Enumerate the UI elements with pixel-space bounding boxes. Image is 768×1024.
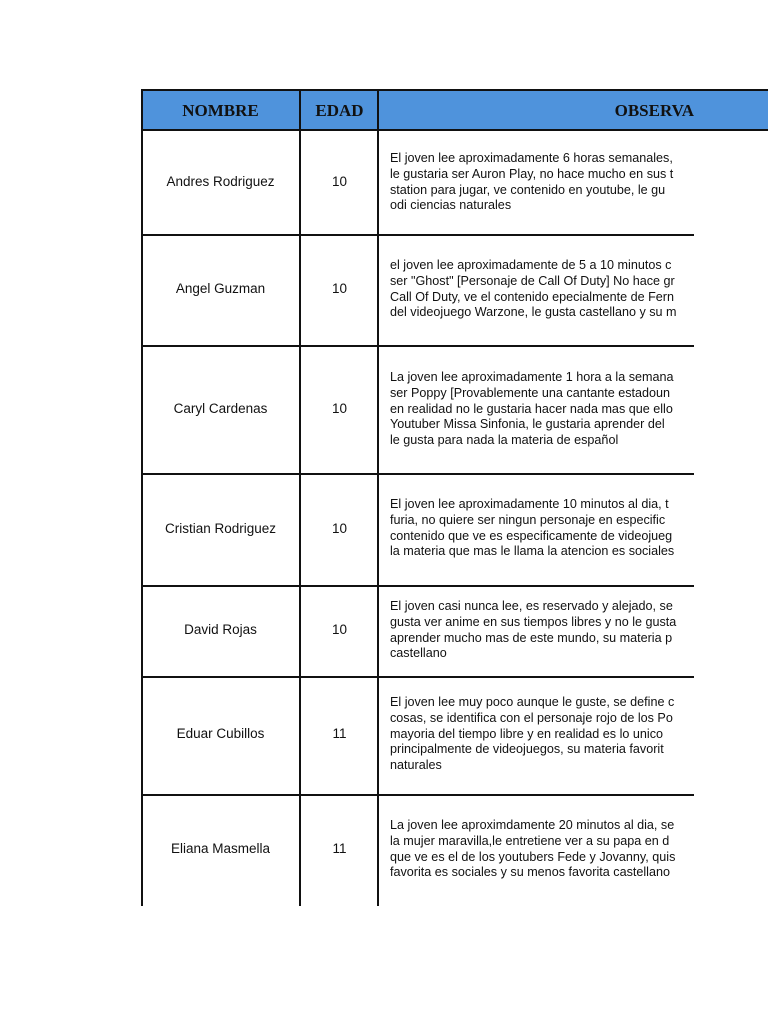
- cell-nombre[interactable]: Cristian Rodriguez: [164, 521, 277, 536]
- table-header-row: [141, 89, 768, 131]
- cell-nombre[interactable]: Eliana Masmella: [170, 841, 271, 856]
- column-divider: [377, 89, 379, 906]
- cell-edad[interactable]: 11: [332, 841, 347, 856]
- cell-edad[interactable]: 10: [331, 401, 348, 416]
- cell-edad[interactable]: 10: [331, 281, 348, 296]
- table-row[interactable]: [141, 346, 768, 474]
- cell-observaciones[interactable]: La joven lee aproximdamente 20 minutos al dia, se la mujer maravilla,le entretiene ver a su papa en d que ve es el de los youtubers Fede y Jovanny, quis favorita es sociales y su menos favorita castellano: [390, 818, 676, 880]
- cell-edad[interactable]: 11: [332, 726, 347, 741]
- cell-edad[interactable]: 10: [331, 174, 348, 189]
- table-row[interactable]: [141, 795, 768, 906]
- cell-observaciones[interactable]: el joven lee aproximadamente de 5 a 10 minutos c ser "Ghost" [Personaje de Call Of Duty] No hace gr Call Of Duty, ve el contenido epecialmente de Fern del videojuego Warzone, le gusta castellano y su m: [390, 258, 677, 320]
- cell-observaciones[interactable]: El joven lee aproximadamente 10 minutos al dia, t furia, no quiere ser ningun personaje en especific contenido que ve es especificamente de videojueg la materia que mas le llama la atencion es sociales: [390, 497, 675, 559]
- cell-edad[interactable]: 10: [331, 622, 348, 637]
- table-row[interactable]: [141, 131, 768, 235]
- table-row[interactable]: [141, 586, 768, 677]
- table-row[interactable]: [141, 474, 768, 586]
- cell-nombre[interactable]: Andres Rodriguez: [166, 174, 275, 189]
- cell-edad[interactable]: 10: [331, 521, 348, 536]
- table-row[interactable]: [141, 677, 768, 795]
- header-nombre[interactable]: NOMBRE: [182, 101, 259, 120]
- cell-observaciones[interactable]: La joven lee aproximadamente 1 hora a la semana ser Poppy [Provablemente una cantante estadoun en realidad no le gustaria hacer nada mas que ello Youtuber Missa Sinfonia, le gustaria aprender del le gusta para nada la materia de español: [390, 370, 674, 448]
- cell-nombre[interactable]: Angel Guzman: [175, 281, 266, 296]
- cell-observaciones[interactable]: El joven lee muy poco aunque le guste, se define c cosas, se identifica con el personaje rojo de los Po mayoria del tiempo libre y en realidad es lo unico principalmente de videojuegos, su materia favorit naturales: [390, 695, 675, 773]
- cell-nombre[interactable]: Caryl Cardenas: [173, 401, 268, 416]
- cell-observaciones[interactable]: El joven casi nunca lee, es reservado y alejado, se gusta ver anime en sus tiempos libres y no le gusta aprender mucho mas de este mundo, su materia p castellano: [390, 599, 677, 661]
- cell-nombre[interactable]: Eduar Cubillos: [176, 726, 265, 741]
- column-divider: [299, 89, 301, 906]
- column-divider: [141, 89, 143, 906]
- table-row[interactable]: [141, 235, 768, 346]
- student-table: [141, 89, 768, 906]
- header-observaciones[interactable]: OBSERVA: [614, 101, 694, 120]
- header-edad[interactable]: EDAD: [315, 101, 364, 120]
- cell-nombre[interactable]: David Rojas: [184, 622, 257, 637]
- cell-observaciones[interactable]: El joven lee aproximadamente 6 horas semanales, le gustaria ser Auron Play, no hace mucho en sus t station para jugar, ve contenido en youtube, le gu odi ciencias naturales: [390, 151, 674, 213]
